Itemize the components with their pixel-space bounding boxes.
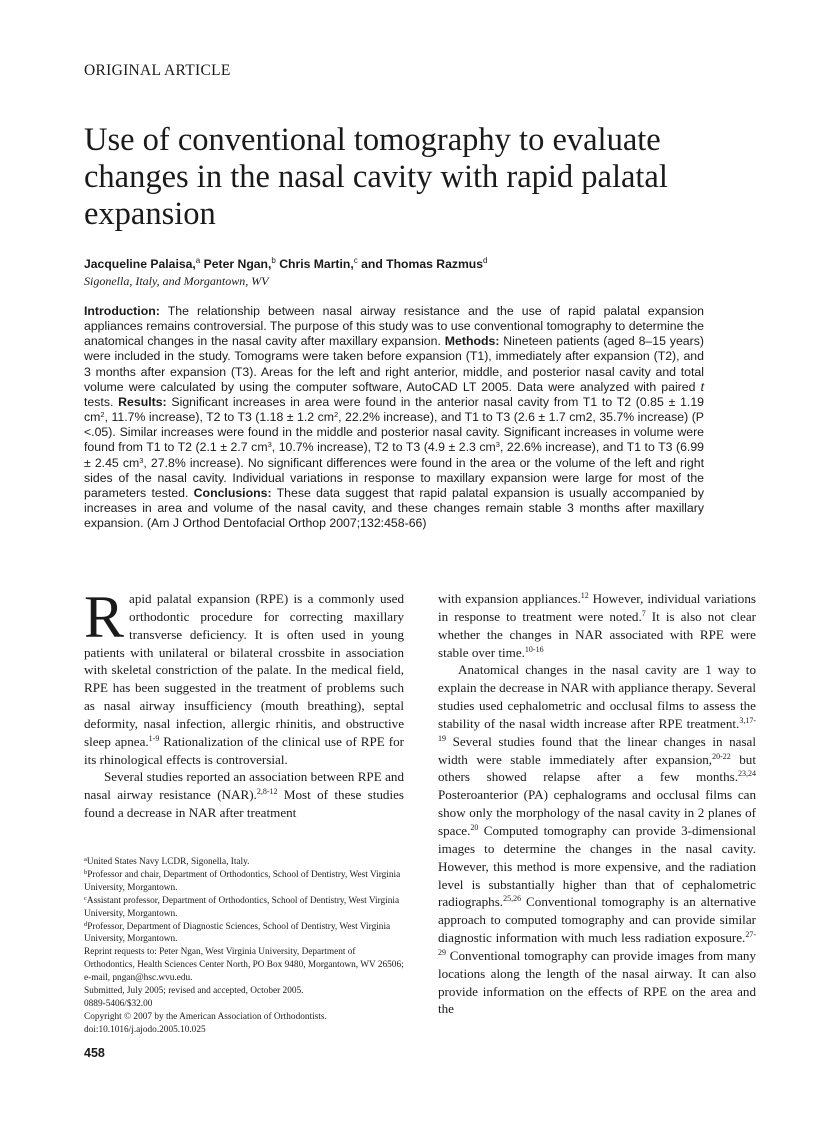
citation-ref[interactable]: 2,8-12 [256,787,278,797]
abstract-results-text: , 27.8% increase). No significant differences were found in the area or the volume of the left and right sides of the nasal cavity. Individual variations in response to maxillary expansion were large for most of the parameters tested. [84,455,704,500]
footnote-text: United States Navy LCDR, Sigonella, Italy. [86,857,250,867]
doi-link[interactable]: doi:10.1016/j.ajodo.2005.10.025 [84,1024,206,1035]
paragraph-text: Posteroanterior (PA) cephalograms and occlusal films can show only the morphology of the nasal cavity in 2 planes of space. [438,787,756,838]
paragraph-text: Computed tomography can provide 3-dimensional images to determine the changes in the nasal cavity. However, this method is more expensive, and the radiation level is substantially higher than that of cephalometric radiographs. [438,822,756,910]
abstract-conclusions-text: These data suggest that rapid palatal expansion is usually accompanied by increases in area and volume of the nasal cavity, and these changes remain stable 3 months after maxillary expansion. (Am J Orthod Dentofacial Orthop 2007;132:458-66) [84,485,704,531]
citation-ref[interactable]: 20 [470,822,479,832]
author-affiliation-mark: b [271,256,276,265]
citation-ref[interactable]: 27-29 [438,930,756,957]
body-paragraph [438,590,756,661]
abstract-intro-label: Introduction: [84,304,160,318]
author-affiliation-mark: d [483,256,488,265]
drop-cap: R [84,584,125,650]
footnotes [84,856,404,1037]
abstract-methods-tests: tests. [84,394,114,409]
reprint-requests: Reprint requests to: Peter Ngan, West Virginia University, Department of Orthodontics, Health Sciences Center North, PO Box 9480, Morgantown, WV 26506; e-mail, pngan@hsc.wvu.edu. [84,947,404,984]
paragraph-text: Rationalization of the clinical use of RPE for its rhinological effects is controversial. [84,733,404,767]
footnote [84,856,404,869]
paragraph-text: Conventional tomography can provide images from many locations along the length of the nasal airway. It can also provide information on the effects of RPE on the area and the [438,947,756,1017]
paragraph-text: It is also not clear whether the changes in NAR associated with RPE were stable over time. [438,608,756,660]
body-column-right [438,590,756,1018]
body-paragraph [84,584,404,768]
abstract-methods-italic: t [700,379,705,394]
footnote-text: Professor and chair, Department of Orthodontics, School of Dentistry, West Virginia University, Morgantown. [84,869,401,893]
superscript: 2 [333,410,339,420]
citation-ref[interactable]: 3,17-19 [438,715,756,743]
abstract-intro-text: The relationship between nasal airway resistance and the use of rapid palatal expansion appliances remains controversial. The purpose of this study was to use conventional tomography to determine the anatomical changes in the nasal cavity after maxillary expansion. [84,304,704,349]
paragraph-text: with expansion appliances. [438,591,581,606]
author-name: Chris Martin, [279,257,354,271]
footnote-mark: a [84,856,87,863]
superscript: 3 [267,440,272,450]
paragraph-text: However, individual variations in response to treatment were noted. [438,591,756,624]
paragraph-text: Several studies found that the linear changes in nasal width were stable immediately after expansion, [438,733,756,767]
author-name: Jacqueline Palaisa, [84,257,196,271]
footnote-mark: d [84,920,88,928]
author-affiliation-mark: a [195,256,201,265]
footnote-text: Assistant professor, Department of Orthodontics, School of Dentistry, West Virginia University, Morgantown. [84,895,400,919]
footnote [84,921,404,947]
citation-ref[interactable]: 1-9 [148,733,160,743]
body-column-left [84,584,405,822]
citation-ref[interactable]: 25,26 [503,894,522,904]
paragraph-text: but others showed relapse after a few months. [438,751,756,785]
citation-ref[interactable]: 23,24 [738,769,756,779]
footnote-text: Professor, Department of Diagnostic Sciences, School of Dentistry, West Virginia University, Morgantown. [84,921,391,945]
citation-ref[interactable]: 20-22 [712,751,731,761]
footnote-mark: c [84,894,87,902]
author-locations: Sigonella, Italy, and Morgantown, WV [84,274,269,288]
superscript: 2 [100,410,105,420]
superscript: 3 [495,440,500,450]
body-paragraph [84,768,404,822]
author-name: and Thomas Razmus [361,257,484,271]
abstract-methods-text: Nineteen patients (aged 8–15 years) were included in the study. Tomograms were taken before expansion (T1), immediately after expansion (T2), and 3 months after expansion (T3). Areas for the left and right anterior, middle, and posterior nasal cavity and total volume were calculated by using the computer software, AutoCAD LT 2005. Data were analyzed with paired [84,334,704,394]
abstract-methods-label: Methods: [444,334,500,349]
author-name: Peter Ngan, [203,257,272,271]
abstract-results-text: , 22.2% increase), and T1 to T3 (2.6 ± 1.7 cm2, 35.7% increase) (P <.05). Similar increases were found in the middle and posterior nasal cavity. Significant increases in volume were found from T1 to T2 (2.1 ± 2.7 cm [84,410,704,455]
paragraph-text: Anatomical changes in the nasal cavity are 1 way to explain the decrease in NAR with appliance therapy. Several studies used cephalometric and occlusal films to assess the stability of the nasal width increase after RPE treatment. [438,662,757,731]
abstract-results-text: Significant increases in area were found in the anterior nasal cavity from T1 to T2 (0.85 ± 1.19 cm [84,394,704,425]
abstract-results-label: Results: [118,394,167,409]
body-paragraph [438,661,756,1018]
citation-ref[interactable]: 10-16 [524,644,544,654]
section-label: ORIGINAL ARTICLE [84,62,231,79]
footnote [84,869,404,895]
abstract-conclusions-label: Conclusions: [193,485,272,500]
submission-dates: Submitted, July 2005; revised and accepted, October 2005. [84,986,304,997]
copyright: Copyright © 2007 by the American Association of Orthodontists. [84,1011,327,1022]
citation-ref[interactable]: 12 [580,591,589,600]
paragraph-text: Several studies reported an association between RPE and nasal airway resistance (NAR). [84,769,404,803]
abstract [84,304,704,531]
footnote-mark: b [84,868,88,876]
page-number: 458 [84,1046,105,1060]
price-code: 0889-5406/$32.00 [84,998,153,1009]
abstract-results-text: , 11.7% increase), T2 to T3 (1.18 ± 1.2 cm [104,410,334,425]
paragraph-text: Conventional tomography is an alternative approach to computed tomography and can provide similar diagnostic information with much less radiation exposure. [438,894,756,946]
abstract-results-text: , 10.7% increase), T2 to T3 (4.9 ± 2.3 cm [271,440,496,455]
superscript: 3 [139,455,144,465]
author-affiliation-mark: c [353,256,358,265]
footnote [84,895,404,921]
paragraph-text: Most of these studies found a decrease in NAR after treatment [84,787,405,821]
abstract-results-text: , 22.6% increase), and T1 to T3 (6.99 ± 2.45 cm [84,440,705,470]
article-title: Use of conventional tomography to evaluate changes in the nasal cavity with rapid palatal expansion [84,122,668,232]
citation-ref[interactable]: 7 [641,608,646,618]
paragraph-text: apid palatal expansion (RPE) is a commonly used orthodontic procedure for correcting maxillary transverse deficiency. It is often used in young patients with unilateral or bilateral crossbite in association with skeletal constriction of the palate. In the medical field, RPE has been suggested in the treatment of problems such as nasal airway insufficiency (mouth breathing), septal deformity, nasal infection, allergic rhinitis, and obstructive sleep apnea. [84,591,404,749]
author-list [84,256,487,271]
